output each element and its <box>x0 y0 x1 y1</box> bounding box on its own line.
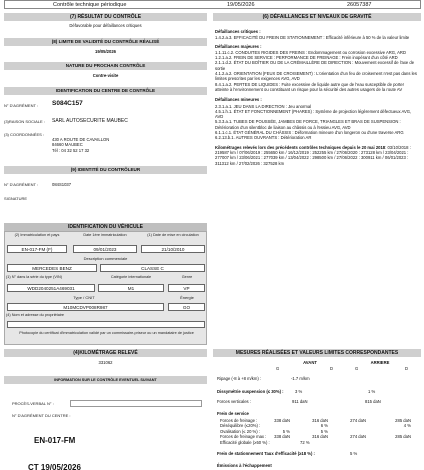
mileage-history <box>215 145 418 166</box>
result-header: (7) RÉSULTAT DU CONTRÔLE <box>4 13 207 21</box>
defect-item: 5.3.3.a.1. TUBES DE POUSSÉE, JAMBES DE FORCE, TRIANGLES ET BRAS DE SUSPENSION : Détérioration d'un silentbloc de liaison au châssis ou à l'essieu AVG, AVD <box>215 119 401 130</box>
service-value: 5 % <box>320 428 328 434</box>
total-efficiency-value: 72 % <box>300 440 310 445</box>
front-d: D <box>330 366 334 371</box>
center-company-value: SARL AUTOSECURITE MAUBEC <box>52 118 128 124</box>
center-address-label: (3) COORDONNÉES : <box>4 132 45 137</box>
document-number: 26057387 <box>347 2 372 8</box>
service-value: 285 daN <box>395 418 411 423</box>
document-date: 19/05/2026 <box>227 2 255 8</box>
vin-label: (1) N° dans la série du type (VIN) <box>6 275 62 279</box>
center-agreement-label: N° D'AGRÉMENT : <box>4 103 39 108</box>
center-company-label: (3)RAISON SOCIALE : <box>4 119 45 124</box>
validity-date: 19/05/2026 <box>95 49 116 54</box>
parking-brake-label: Frein de stationnement Taux d'efficacité (≥18 %) : <box>217 451 315 456</box>
service-value: 285 daN <box>395 433 411 439</box>
dissymmetry-rear: 1 % <box>368 389 376 394</box>
service-value: 274 daN <box>350 433 366 439</box>
reg-label: (2) Immatriculation et pays <box>14 233 60 237</box>
center-address <box>52 137 109 153</box>
model-value: CLASSE C <box>100 264 205 272</box>
type-value: M10MCDVP008R987 <box>7 303 164 311</box>
emissions-label: Émissions à l'échappement <box>217 463 272 468</box>
service-rear-d <box>383 418 411 439</box>
defects-list <box>215 29 418 166</box>
stamp-date: CT 19/05/2026 <box>28 463 81 470</box>
total-efficiency-label: Efficacité globale (≥50 %) : <box>220 440 270 445</box>
first-reg-label: Date 1ère immatriculation <box>83 233 127 237</box>
defect-item: 8.4.1.a.2. PERTES DE LIQUIDES : Fuite excessive de liquide autre que de l'eau susceptible de porter atteinte à l'environnement ou constituant un risque pour la sécurité des autres usagers de la route AV <box>215 81 405 92</box>
ripage-front: -1.7 m/km <box>291 376 310 381</box>
defect-item: 6.1.1.c.1. ÉTAT GÉNÉRAL DU CHÂSSIS : Déformation mineure d'un longeron ou d'une traverse ARG <box>215 130 404 136</box>
energy-value: GO <box>168 303 205 311</box>
description-label: Description commerciale <box>83 256 128 261</box>
dissymmetry-label-text: Dissymétrie suspension (≤ 30%) : <box>217 389 284 394</box>
ripage-label: Ripage (-8 à +8 m/km) : <box>217 376 262 381</box>
service-row-label: Déséquilibre (≤20%) : <box>220 423 261 429</box>
vertical-forces-rear: 815 daN <box>365 399 381 404</box>
photocopy-note: Photocopie du certificat d'immatriculation validé par un commissaire-priseur ou un mandataire de justice <box>19 331 194 335</box>
pv-field <box>70 400 202 407</box>
front-g: G <box>276 366 280 371</box>
top-bar <box>4 0 421 9</box>
service-value: 338 daN <box>274 418 290 423</box>
service-front-d <box>300 418 328 439</box>
circulation-value: 21/10/2010 <box>141 245 205 253</box>
service-value: 316 daN <box>312 418 328 423</box>
defect-item: 2.3.1.a.1. JEU DANS LA DIRECTION : Jeu anormal <box>215 103 312 109</box>
service-value: 5 % <box>282 428 290 434</box>
stamp-plate: EN-017-FM <box>34 436 76 445</box>
vin-value: WDD2040251A469031 <box>7 284 95 292</box>
critical-title: Défaillances critiques : <box>215 29 261 34</box>
service-rear-g <box>338 418 366 439</box>
mileage-history-values: : 03/10/2018 : 219587 km / 07/06/2019 : 255650 km / 16/12/2019 : 252255 km / 27/06/2020 : 273128 km / 23/04/2021 : 277007 km / 23/06/2021 : 277039 km / 13/04/2022 : 298500 km / 27/06/2022 : 300911 km / 06/01/2023 : 311312 km / 27/02/2026 : 327528 km <box>215 144 411 166</box>
vertical-forces-label: Forces verticales : <box>217 399 251 404</box>
center-header: IDENTIFICATION DU CENTRE DE CONTRÔLE <box>4 87 207 95</box>
document-title: Contrôle technique périodique <box>53 2 127 8</box>
info-header: INFORMATION SUR LE CONTRÔLE EVENTUEL SUIVANT <box>4 376 207 384</box>
signature-label: SIGNATURE <box>4 196 28 201</box>
brand-value: MERCEDES BENZ <box>7 264 97 272</box>
next-visit-header: NATURE DU PROCHAIN CONTRÔLE <box>4 62 207 70</box>
service-row-label: Ovalisation (≤ 20 %) : <box>220 428 261 434</box>
result-value: Défavorable pour défaillances critiques <box>69 23 142 28</box>
defect-item: 1.2.1.a.2. FREIN DE SERVICE : PERFORMANCE DE FREINAGE : Frein inopérant d'un côté ARD <box>215 55 398 61</box>
address-line: Tél : 04 32 52 17 32 <box>52 147 90 153</box>
service-front-g <box>262 418 290 439</box>
defects-header: (6) DÉFAILLANCES ET NIVEAUX DE GRAVITÉ <box>213 13 421 21</box>
major-title: Défaillances majeures : <box>215 43 262 49</box>
validity-header: (8) LIMITE DE VALIDITÉ DU CONTRÔLE RÉALISÉ <box>4 38 207 46</box>
service-value: 338 daN <box>274 433 290 439</box>
circulation-label: (1) Date de mise en circulation <box>147 233 199 237</box>
address-line: 84660 MAUBEC <box>52 142 83 148</box>
pv-label: PROCÈS-VERBAL N° : <box>12 401 54 406</box>
rear-g: G <box>355 366 359 371</box>
measures-header: MESURES RÉALISÉES ET VALEURS LIMITES CORRESPONDANTES <box>213 349 421 357</box>
dissymmetry-front: 3 % <box>295 389 303 394</box>
defect-item: 6.2.13.b.1. AUTRES OUVRANTS : Détérioration AR <box>215 135 312 141</box>
owner-value <box>7 321 205 328</box>
vehicle-header: IDENTIFICATION DU VÉHICULE <box>4 223 207 231</box>
minor-title: Défaillances mineures : <box>215 97 262 103</box>
defect-item: 4.1.2.a.2. ORIENTATION (FEUX DE CROISEMENT) : L'orientation d'un feu de croisement n'est pas dans les limites prescrites par les exigences AVG, AVD <box>215 71 417 82</box>
reg-value: EN-017-FM (F) <box>7 245 67 253</box>
first-reg-value: 09/01/2023 <box>73 245 137 253</box>
service-value: 4 % <box>403 423 411 429</box>
service-brake-title: Frein de service <box>217 411 249 416</box>
dissymmetry-label <box>217 389 284 394</box>
next-visit-value: Contre-visite <box>92 73 119 78</box>
center-agreement-value: S084C157 <box>52 100 83 107</box>
mileage-history-title: Kilométrages relevés lors des précédents contrôles techniques depuis le 20 mai 2018 <box>215 144 386 150</box>
info-agreement-label: N° D'AGRÉMENT DU CENTRE : <box>12 413 71 418</box>
plate-stamp <box>6 430 126 470</box>
service-value: 6 % <box>320 423 328 429</box>
type-label: Type / CNIT <box>73 295 95 300</box>
owner-label: (4) Nom et adresse du propriétaire <box>6 313 65 317</box>
mileage-header: (4)KILOMÉTRAGE RELEVÉ <box>4 349 207 357</box>
rear-column-header: ARRIERE <box>370 360 390 365</box>
controller-agreement-value: 084S1037 <box>52 182 72 187</box>
service-row-label: Forces de freinage : <box>220 418 258 423</box>
genre-value: VP <box>168 284 205 292</box>
service-row-label: Forces de freinage max : <box>220 433 267 439</box>
controller-header: (9) IDENTITÉ DU CONTRÔLEUR <box>4 166 207 174</box>
defect-item: 4.5.1.h.1. ÉTAT ET FONCTIONNEMENT (PHARES) : Système de projection légèrement défectueux AVG, AVD <box>215 108 412 120</box>
category-value: M1 <box>98 284 164 292</box>
service-value: 274 daN <box>350 418 366 423</box>
vertical-forces-front: 911 daN <box>292 399 308 404</box>
category-label: Catégorie internationale <box>110 275 152 279</box>
defect-item: 2.1.1.d.2. ÉTAT DU BOÎTIER OU DE LA CRÉMAILLÈRE DE DIRECTION : Mouvement excessif de l'axe de sortie <box>215 60 415 71</box>
service-brake-labels <box>220 418 266 439</box>
genre-label: Genre <box>181 275 193 279</box>
rear-d: D <box>405 366 409 371</box>
mileage-value: 331062 <box>98 360 113 365</box>
energy-label: Énergie <box>180 295 194 300</box>
controller-agreement-label: N° D'AGRÉMENT : <box>4 182 39 187</box>
address-line: 430 A ROUTE DE CAVAILLON <box>52 137 110 142</box>
front-column-header: AVANT <box>303 360 317 365</box>
defect-item: 1.4.2.a.3. EFFICACITÉ DU FREIN DE STATIONNEMENT : Efficacité inférieure à 50 % de la valeur limite <box>215 35 410 41</box>
parking-brake-value: 5 % <box>350 451 358 456</box>
defect-item: 1.1.11.c.2. CONDUITES RIGIDES DES FREINS : Endommagement ou corrosion excessive ARG, ARD <box>215 49 406 55</box>
service-value: 316 daN <box>312 433 328 439</box>
